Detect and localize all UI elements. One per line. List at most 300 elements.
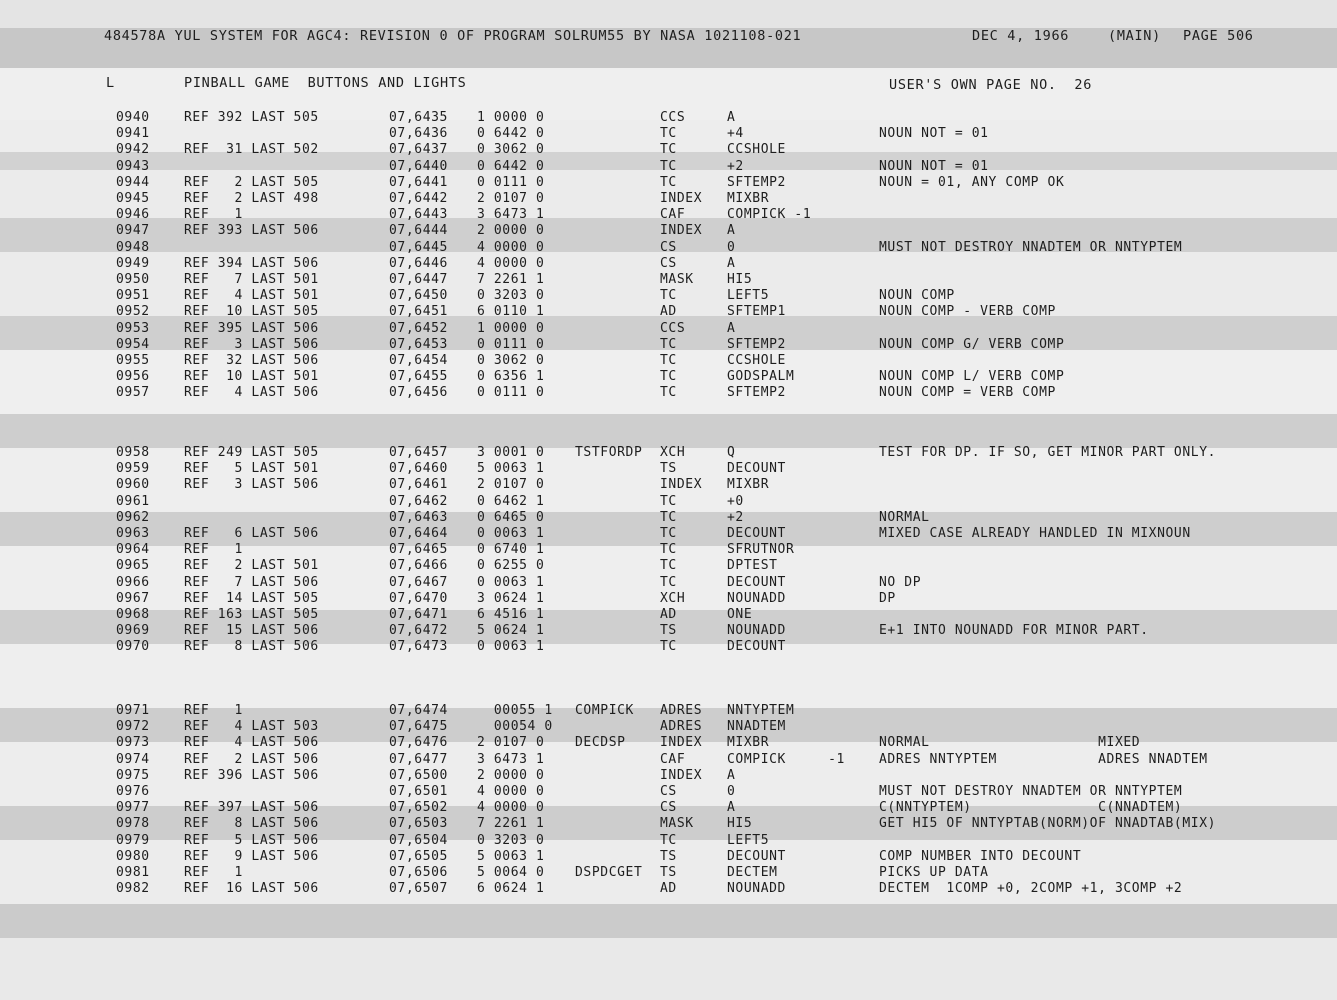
- operand: A: [727, 255, 736, 271]
- address: 07,6455: [389, 369, 448, 385]
- line-number: 0979: [116, 832, 150, 848]
- cross-reference: REF 394 LAST 506: [184, 255, 319, 271]
- operand: NOUNADD: [727, 623, 786, 639]
- listing-row: [0, 288, 1337, 304]
- octal-word: 0 6255 0: [477, 558, 545, 574]
- opcode: TC: [660, 336, 677, 352]
- comment: DECTEM 1COMP +0, 2COMP +1, 3COMP +2: [879, 881, 1183, 897]
- cross-reference: REF 10 LAST 505: [184, 304, 319, 320]
- cross-reference: REF 14 LAST 505: [184, 590, 319, 606]
- opcode: MASK: [660, 816, 694, 832]
- paper-band: [0, 0, 1337, 28]
- cross-reference: REF 163 LAST 505: [184, 607, 319, 622]
- opcode: TC: [660, 493, 677, 509]
- address: 07,6471: [389, 607, 448, 622]
- opcode: TC: [660, 126, 677, 142]
- address: 07,6475: [389, 719, 448, 735]
- listing-row: [0, 126, 1337, 142]
- opcode: TS: [660, 848, 677, 864]
- operand: DECOUNT: [727, 461, 786, 477]
- opcode: TC: [660, 832, 677, 848]
- operand: A: [727, 767, 736, 783]
- opcode: TC: [660, 369, 677, 385]
- octal-word: 4 0000 0: [477, 239, 545, 255]
- operand: +0: [727, 493, 744, 509]
- line-number: 0940: [116, 110, 150, 125]
- line-number: 0965: [116, 558, 150, 574]
- listing-row: [0, 542, 1337, 558]
- listing-row: [0, 256, 1337, 272]
- octal-word: 0 3062 0: [477, 142, 545, 158]
- address: 07,6464: [389, 526, 448, 541]
- operand: DECOUNT: [727, 848, 786, 864]
- comment: NOUN = 01, ANY COMP OK: [879, 174, 1065, 190]
- listing-row: [0, 623, 1337, 639]
- line-number: 0944: [116, 174, 150, 190]
- octal-word: 0 3062 0: [477, 353, 545, 368]
- cross-reference: REF 5 LAST 506: [184, 832, 319, 848]
- address: 07,6435: [389, 110, 448, 125]
- octal-word: 5 0064 0: [477, 865, 545, 880]
- operand: LEFT5: [727, 288, 770, 304]
- octal-word: 6 0624 1: [477, 881, 545, 897]
- listing-row: [0, 816, 1337, 832]
- comment: MUST NOT DESTROY NNADTEM OR NNTYPTEM: [879, 784, 1183, 799]
- comment: NOUN NOT = 01: [879, 126, 989, 142]
- opcode: INDEX: [660, 767, 703, 783]
- operand: HI5: [727, 272, 753, 287]
- opcode: CCS: [660, 320, 686, 336]
- cross-reference: REF 1: [184, 865, 243, 880]
- operand: 0: [727, 239, 736, 255]
- octal-word: 4 0000 0: [477, 784, 545, 799]
- address: 07,6446: [389, 255, 448, 271]
- listing-row: [0, 881, 1337, 897]
- octal-word: 2 0000 0: [477, 767, 545, 783]
- octal-word: 3 6473 1: [477, 207, 545, 223]
- address: 07,6451: [389, 304, 448, 320]
- address: 07,6461: [389, 477, 448, 493]
- address: 07,6502: [389, 800, 448, 816]
- paper-band: [0, 938, 1337, 1000]
- address: 07,6465: [389, 542, 448, 558]
- octal-word: 7 2261 1: [477, 816, 545, 832]
- line-number: 0976: [116, 784, 150, 799]
- octal-word: 2 0107 0: [477, 477, 545, 493]
- line-number: 0982: [116, 881, 150, 897]
- listing-row: [0, 510, 1337, 526]
- operand: NOUNADD: [727, 590, 786, 606]
- line-number: 0981: [116, 865, 150, 880]
- listing-row: [0, 110, 1337, 126]
- address: 07,6457: [389, 445, 448, 460]
- octal-word: 0 6356 1: [477, 369, 545, 385]
- opcode: TC: [660, 142, 677, 158]
- listing-row: [0, 735, 1337, 751]
- opcode: CS: [660, 784, 677, 799]
- address: 07,6476: [389, 735, 448, 751]
- comment: MIXED CASE ALREADY HANDLED IN MIXNOUN: [879, 526, 1191, 541]
- operand: LEFT5: [727, 832, 770, 848]
- line-number: 0948: [116, 239, 150, 255]
- listing-row: [0, 849, 1337, 865]
- octal-word: 0 6465 0: [477, 509, 545, 525]
- line-number: 0963: [116, 526, 150, 541]
- address: 07,6462: [389, 493, 448, 509]
- cross-reference: REF 5 LAST 501: [184, 461, 319, 477]
- listing-row: [0, 494, 1337, 510]
- address: 07,6507: [389, 881, 448, 897]
- opcode: TC: [660, 385, 677, 401]
- address: 07,6473: [389, 639, 448, 655]
- comment: C(NNTYPTEM) C(NNADTEM): [879, 800, 1183, 816]
- cross-reference: REF 2 LAST 505: [184, 174, 319, 190]
- line-number: 0941: [116, 126, 150, 142]
- operand: GODSPALM: [727, 369, 795, 385]
- comment: NORMAL MIXED: [879, 735, 1141, 751]
- address: 07,6442: [389, 191, 448, 206]
- address: 07,6470: [389, 590, 448, 606]
- address: 07,6506: [389, 865, 448, 880]
- listing-row: [0, 175, 1337, 191]
- octal-word: 00054 0: [477, 719, 553, 735]
- octal-word: 0 6740 1: [477, 542, 545, 558]
- operand: A: [727, 800, 736, 816]
- operand: SFTEMP2: [727, 336, 786, 352]
- opcode: ADRES: [660, 703, 703, 718]
- line-number: 0964: [116, 542, 150, 558]
- operand: CCSHOLE: [727, 142, 786, 158]
- listing-row: [0, 461, 1337, 477]
- opcode: INDEX: [660, 223, 703, 239]
- octal-word: 2 0000 0: [477, 223, 545, 239]
- line-marker: L: [106, 75, 115, 91]
- octal-word: 2 0107 0: [477, 735, 545, 751]
- address: 07,6467: [389, 574, 448, 590]
- line-number: 0962: [116, 509, 150, 525]
- line-number: 0969: [116, 623, 150, 639]
- listing-row: [0, 223, 1337, 239]
- opcode: TC: [660, 542, 677, 558]
- address: 07,6505: [389, 848, 448, 864]
- opcode: CS: [660, 239, 677, 255]
- listing-row: [0, 207, 1337, 223]
- opcode: TS: [660, 461, 677, 477]
- opcode: XCH: [660, 590, 686, 606]
- cross-reference: REF 32 LAST 506: [184, 353, 319, 368]
- octal-word: 7 2261 1: [477, 272, 545, 287]
- opcode: CS: [660, 255, 677, 271]
- address: 07,6444: [389, 223, 448, 239]
- comment: NOUN NOT = 01: [879, 158, 989, 174]
- opcode: AD: [660, 881, 677, 897]
- operand: SFTEMP2: [727, 174, 786, 190]
- listing-row: [0, 800, 1337, 816]
- operand: MIXBR: [727, 191, 770, 206]
- opcode: CCS: [660, 110, 686, 125]
- listing-row: [0, 240, 1337, 256]
- opcode: TC: [660, 526, 677, 541]
- operand: SFRUTNOR: [727, 542, 795, 558]
- line-number: 0973: [116, 735, 150, 751]
- opcode: TC: [660, 509, 677, 525]
- listing-row: [0, 321, 1337, 337]
- program-title: 484578A YUL SYSTEM FOR AGC4: REVISION 0 OF PROGRAM SOLRUM55 BY NASA 1021108-021: [104, 28, 802, 44]
- line-number: 0978: [116, 816, 150, 832]
- symbol-label: DSPDCGET: [575, 865, 643, 880]
- listing-row: [0, 575, 1337, 591]
- listing-row: [0, 784, 1337, 800]
- address: 07,6454: [389, 353, 448, 368]
- listing-row: [0, 445, 1337, 461]
- address: 07,6445: [389, 239, 448, 255]
- listing-row: [0, 639, 1337, 655]
- listing-row: [0, 369, 1337, 385]
- address: 07,6453: [389, 336, 448, 352]
- line-number: 0942: [116, 142, 150, 158]
- page-number: PAGE 506: [1183, 28, 1254, 44]
- cross-reference: REF 397 LAST 506: [184, 800, 319, 816]
- section-tag: (MAIN): [1108, 28, 1161, 44]
- octal-word: 6 4516 1: [477, 607, 545, 622]
- line-number: 0974: [116, 751, 150, 767]
- cross-reference: REF 395 LAST 506: [184, 320, 319, 336]
- operand: +2: [727, 509, 744, 525]
- comment: E+1 INTO NOUNADD FOR MINOR PART.: [879, 623, 1149, 639]
- cross-reference: REF 4 LAST 501: [184, 288, 319, 304]
- line-number: 0957: [116, 385, 150, 401]
- line-number: 0947: [116, 223, 150, 239]
- opcode: INDEX: [660, 735, 703, 751]
- address: 07,6474: [389, 703, 448, 718]
- line-number: 0968: [116, 607, 150, 622]
- cross-reference: REF 396 LAST 506: [184, 767, 319, 783]
- cross-reference: REF 6 LAST 506: [184, 526, 319, 541]
- octal-word: 5 0063 1: [477, 461, 545, 477]
- operand: DECOUNT: [727, 574, 786, 590]
- octal-word: 0 0063 1: [477, 574, 545, 590]
- listing-row: [0, 337, 1337, 353]
- operand: DECOUNT: [727, 526, 786, 541]
- cross-reference: REF 16 LAST 506: [184, 881, 319, 897]
- opcode: TC: [660, 574, 677, 590]
- octal-word: 0 0111 0: [477, 336, 545, 352]
- cross-reference: REF 15 LAST 506: [184, 623, 319, 639]
- comment: PICKS UP DATA: [879, 865, 989, 880]
- operand: +2: [727, 158, 744, 174]
- listing-row: [0, 272, 1337, 288]
- section-title: PINBALL GAME BUTTONS AND LIGHTS: [184, 75, 467, 91]
- octal-word: 0 6442 0: [477, 126, 545, 142]
- listing-row: [0, 159, 1337, 175]
- comment: ADRES NNTYPTEM ADRES NNADTEM: [879, 751, 1208, 767]
- line-number: 0967: [116, 590, 150, 606]
- line-number: 0960: [116, 477, 150, 493]
- octal-word: 1 0000 0: [477, 110, 545, 125]
- opcode: AD: [660, 304, 677, 320]
- octal-word: 0 6442 0: [477, 158, 545, 174]
- opcode: INDEX: [660, 191, 703, 206]
- operand: A: [727, 223, 736, 239]
- cross-reference: REF 392 LAST 505: [184, 110, 319, 125]
- listing-row: [0, 833, 1337, 849]
- cross-reference: REF 393 LAST 506: [184, 223, 319, 239]
- listing-row: [0, 591, 1337, 607]
- opcode: TC: [660, 639, 677, 655]
- cross-reference: REF 9 LAST 506: [184, 848, 319, 864]
- operand: ONE: [727, 607, 753, 622]
- listing-row: [0, 191, 1337, 207]
- line-number: 0972: [116, 719, 150, 735]
- cross-reference: REF 7 LAST 506: [184, 574, 319, 590]
- listing-row: [0, 353, 1337, 369]
- address: 07,6503: [389, 816, 448, 832]
- address: 07,6501: [389, 784, 448, 799]
- operand: 0: [727, 784, 736, 799]
- line-number: 0943: [116, 158, 150, 174]
- octal-word: 3 0624 1: [477, 590, 545, 606]
- comment: TEST FOR DP. IF SO, GET MINOR PART ONLY.: [879, 445, 1217, 460]
- operand: MIXBR: [727, 477, 770, 493]
- opcode: MASK: [660, 272, 694, 287]
- listing-row: [0, 304, 1337, 320]
- cross-reference: REF 1: [184, 703, 243, 718]
- operand: NOUNADD: [727, 881, 786, 897]
- comment: NOUN COMP: [879, 288, 955, 304]
- opcode: CS: [660, 800, 677, 816]
- cross-reference: REF 3 LAST 506: [184, 477, 319, 493]
- cross-reference: REF 4 LAST 503: [184, 719, 319, 735]
- octal-word: 5 0063 1: [477, 848, 545, 864]
- print-date: DEC 4, 1966: [972, 28, 1070, 44]
- listing-row: [0, 385, 1337, 401]
- address: 07,6441: [389, 174, 448, 190]
- address: 07,6447: [389, 272, 448, 287]
- listing-row: [0, 607, 1337, 623]
- address: 07,6456: [389, 385, 448, 401]
- line-number: 0952: [116, 304, 150, 320]
- operand: SFTEMP2: [727, 385, 786, 401]
- line-number: 0951: [116, 288, 150, 304]
- cross-reference: REF 31 LAST 502: [184, 142, 319, 158]
- opcode: XCH: [660, 445, 686, 460]
- user-page-number: USER'S OWN PAGE NO. 26: [889, 77, 1093, 93]
- line-number: 0970: [116, 639, 150, 655]
- opcode: CAF: [660, 207, 686, 223]
- line-number: 0961: [116, 493, 150, 509]
- octal-word: 0 6462 1: [477, 493, 545, 509]
- comment: NO DP: [879, 574, 922, 590]
- paper-band: [0, 904, 1337, 938]
- opcode: INDEX: [660, 477, 703, 493]
- listing-row: [0, 865, 1337, 881]
- octal-word: 3 6473 1: [477, 751, 545, 767]
- opcode: CAF: [660, 751, 686, 767]
- comment: GET HI5 OF NNTYPTAB(NORM)OF NNADTAB(MIX): [879, 816, 1217, 832]
- listing-row: [0, 558, 1337, 574]
- line-number: 0958: [116, 445, 150, 460]
- comment: DP: [879, 590, 896, 606]
- opcode: TC: [660, 288, 677, 304]
- operand: SFTEMP1: [727, 304, 786, 320]
- operand: NNADTEM: [727, 719, 786, 735]
- cross-reference: REF 3 LAST 506: [184, 336, 319, 352]
- operand: HI5: [727, 816, 753, 832]
- cross-reference: REF 1: [184, 542, 243, 558]
- operand: Q: [727, 445, 736, 460]
- cross-reference: REF 4 LAST 506: [184, 385, 319, 401]
- operand: COMPICK -1: [727, 207, 812, 223]
- listing-row: [0, 142, 1337, 158]
- comment: COMP NUMBER INTO DECOUNT: [879, 848, 1082, 864]
- octal-word: 3 0001 0: [477, 445, 545, 460]
- operand: A: [727, 110, 736, 125]
- octal-word: 4 0000 0: [477, 800, 545, 816]
- address: 07,6500: [389, 767, 448, 783]
- address: 07,6466: [389, 558, 448, 574]
- line-number: 0977: [116, 800, 150, 816]
- listing-row: [0, 703, 1337, 719]
- octal-word: 0 0063 1: [477, 639, 545, 655]
- cross-reference: REF 7 LAST 501: [184, 272, 319, 287]
- operand: MIXBR: [727, 735, 770, 751]
- line-number: 0971: [116, 703, 150, 718]
- line-number: 0975: [116, 767, 150, 783]
- comment: MUST NOT DESTROY NNADTEM OR NNTYPTEM: [879, 239, 1183, 255]
- line-number: 0945: [116, 191, 150, 206]
- octal-word: 1 0000 0: [477, 320, 545, 336]
- listing-row: [0, 477, 1337, 493]
- paper-band: [0, 414, 1337, 448]
- opcode: TS: [660, 623, 677, 639]
- address: 07,6472: [389, 623, 448, 639]
- octal-word: 0 3203 0: [477, 832, 545, 848]
- address: 07,6443: [389, 207, 448, 223]
- octal-word: 0 0111 0: [477, 174, 545, 190]
- listing-row: [0, 719, 1337, 735]
- operand: CCSHOLE: [727, 353, 786, 368]
- cross-reference: REF 1: [184, 207, 243, 223]
- cross-reference: REF 10 LAST 501: [184, 369, 319, 385]
- operand: COMPICK -1: [727, 751, 845, 767]
- cross-reference: REF 8 LAST 506: [184, 639, 319, 655]
- line-number: 0949: [116, 255, 150, 271]
- opcode: TC: [660, 174, 677, 190]
- address: 07,6504: [389, 832, 448, 848]
- address: 07,6452: [389, 320, 448, 336]
- octal-word: 4 0000 0: [477, 255, 545, 271]
- comment: NOUN COMP G/ VERB COMP: [879, 336, 1065, 352]
- opcode: TC: [660, 158, 677, 174]
- operand: DECTEM: [727, 865, 778, 880]
- listing-row: [0, 752, 1337, 768]
- line-number: 0954: [116, 336, 150, 352]
- address: 07,6440: [389, 158, 448, 174]
- opcode: TS: [660, 865, 677, 880]
- cross-reference: REF 249 LAST 505: [184, 445, 319, 460]
- operand: A: [727, 320, 736, 336]
- comment: NORMAL: [879, 509, 930, 525]
- line-number: 0956: [116, 369, 150, 385]
- line-number: 0980: [116, 848, 150, 864]
- octal-word: 6 0110 1: [477, 304, 545, 320]
- cross-reference: REF 2 LAST 506: [184, 751, 319, 767]
- listing-row: [0, 768, 1337, 784]
- comment: NOUN COMP - VERB COMP: [879, 304, 1056, 320]
- symbol-label: COMPICK: [575, 703, 634, 718]
- cross-reference: REF 8 LAST 506: [184, 816, 319, 832]
- symbol-label: DECDSP: [575, 735, 626, 751]
